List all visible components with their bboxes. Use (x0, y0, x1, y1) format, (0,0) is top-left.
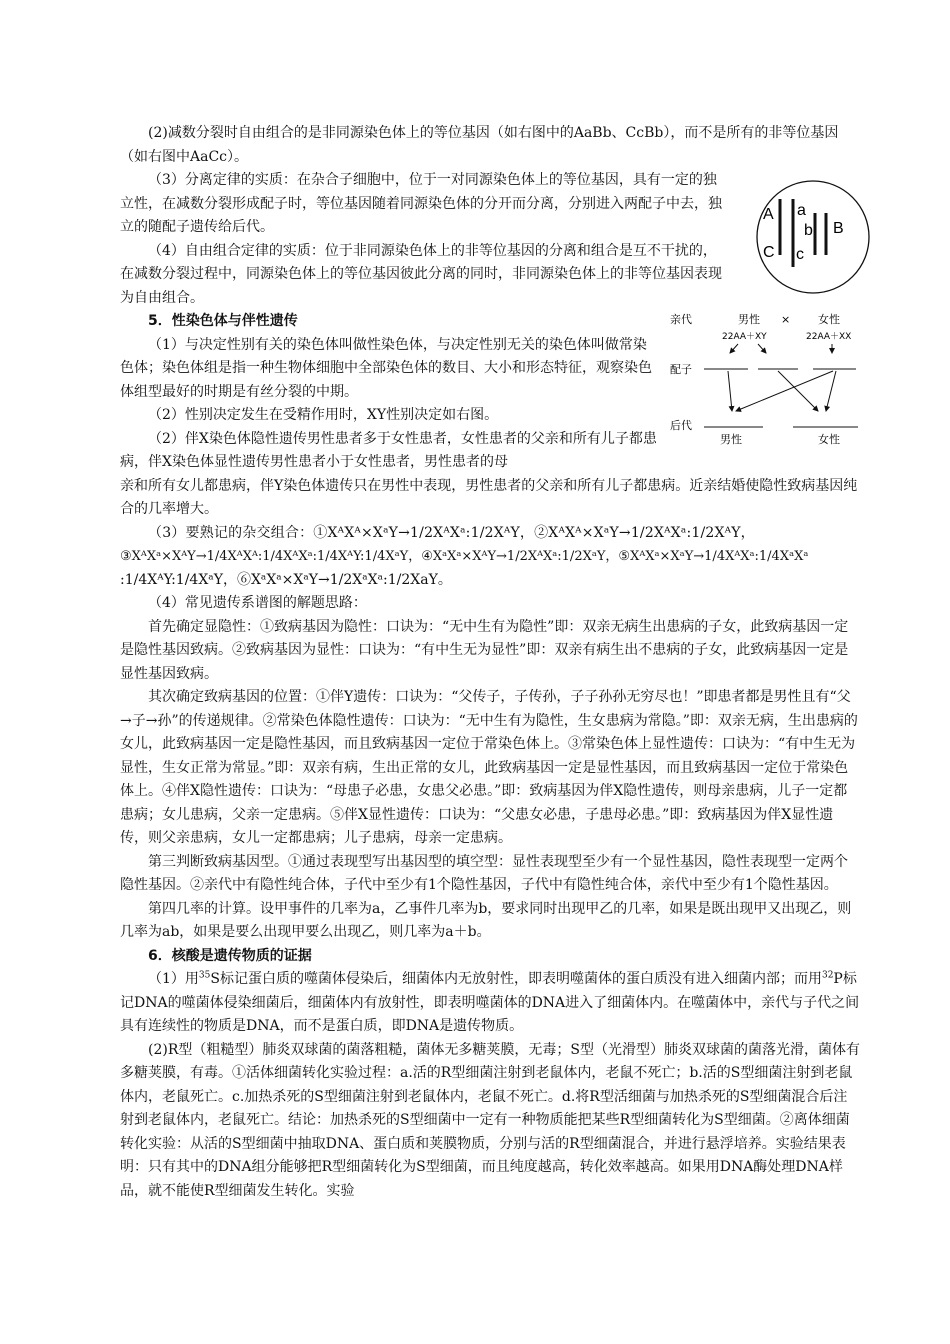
paragraph-dominance: 首先确定显隐性：①致病基因为隐性：口诀为：“无中生有为隐性”即：双亲无病生出患病的子女，此致病基因一定是隐性基因致病。②致病基因为显性：口诀为：“有中生无为显性”即：双亲有病生出不患病的子女，此致病基因一定是显性基因致病。 (120, 618, 849, 682)
gene-label-A: A (763, 206, 774, 223)
section-heading-6: 6．核酸是遗传物质的证据 (148, 947, 312, 964)
male-genotype: 22AA＋XY (722, 332, 767, 342)
male-parent-label: 男性 (738, 313, 760, 326)
offspring-male-label: 男性 (720, 433, 742, 446)
section-heading-5: 5．性染色体与伴性遗传 (148, 313, 298, 329)
gene-label-c: c (796, 246, 804, 263)
paragraph-phage-experiment: （1）用$^{35}$S标记蛋白质的噬菌体侵染后，细菌体内无放射性，即表明噬菌体的蛋白质没有进入细菌内部；而用$^{32}$P标记DNA的噬菌体侵染细菌后，细菌体内有放射性，即表明噬菌体的DNA进入了细菌体内。在噬菌体中，亲代与子代之间具有连续性的物质是DNA，而不是蛋白质，即DNA是遗传物质。 (120, 970, 860, 1034)
paragraph-genotype: 第三判断致病基因型。①通过表现型写出基因型的填空型：显性表现型至少有一个显性基因，隐性表现型一定两个隐性基因。②亲代中有隐性纯合体，子代中至少有1个隐性基因，子代中有隐性纯合体，亲代中至少有1个隐性基因。 (120, 853, 848, 893)
offspring-generation-label: 后代 (670, 419, 692, 432)
gene-label-a: a (797, 202, 806, 219)
gene-label-C: C (763, 244, 775, 261)
paragraph-x-linked-b: 亲和所有女儿都患病，伴Y染色体遗传只在男性中表现，男性患者的父亲和所有儿子都患病。近亲结婚使隐性致病基因纯合的几率增大。 (120, 477, 858, 517)
female-parent-label: 女性 (818, 313, 840, 326)
paragraph-sex-determination: （2）性别决定发生在受精作用时，XY性别决定如右图。 (148, 407, 499, 423)
paragraph-sex-chromosomes: （1）与决定性别有关的染色体叫做性染色体，与决定性别无关的染色体叫做常染色体；染色体组是指一种生物体细胞中全部染色体的数目、大小和形态特征，观察染色体组型最好的时期是有丝分裂的中期。 (120, 336, 652, 400)
paragraph-probability: 第四几率的计算。设甲事件的几率为a，乙事件几率为b，要求同时出现甲乙的几率，如果是既出现甲又出现乙，则几率为ab，如果是要么出现甲要么出现乙，则几率为a＋b。 (120, 900, 852, 940)
paragraph-transformation-experiment: (2)R型（粗糙型）肺炎双球菌的菌落粗糙，菌体无多糖荚膜，无毒；S型（光滑型）肺炎双球菌的菌落光滑，菌体有多糖荚膜，有毒。①活体细菌转化实验过程：a.活的R型细菌注射到老鼠体内，老鼠不死亡；b.活的S型细菌注射到老鼠体内，老鼠死亡。c.加热杀死的S型细菌注射到老鼠体内，老鼠不死亡。d.将R型活细菌与加热杀死的S型细菌混合后注射到老鼠体内，老鼠死亡。结论：加热杀死的S型细菌中一定有一种物质能把某些R型细菌转化为S型细菌。②离体细菌转化实验：从活的S型细菌中抽取DNA、蛋白质和荚膜物质，分别与活的R型细菌混合，并进行悬浮培养。实验结果表明：只有其中的DNA组分能够把R型细菌转化为S型细菌，而且纯度越高，转化效率越高。如果用DNA酶处理DNA样品，就不能使R型细菌发生转化。实验 (120, 1041, 860, 1199)
offspring-female-label: 女性 (818, 433, 840, 446)
cross-combinations-line1: （3）要熟记的杂交组合：①XᴬXᴬ×XᵃY→1/2XᴬXᵃ:1/2XᴬY，②XᴬXᴬ×XᵃY→1/2XᴬXᵃ:1/2XᴬY， (148, 524, 755, 541)
cross-symbol: × (781, 313, 791, 326)
parent-generation-label: 亲代 (670, 313, 692, 326)
gene-label-b: b (804, 222, 813, 239)
sex-determination-figure (668, 307, 868, 452)
female-genotype: 22AA＋XX (806, 332, 852, 342)
paragraph-x-linked-a: （2）伴X染色体隐性遗传男性患者多于女性患者，女性患者的父亲和所有儿子都患病，伴X染色体显性遗传男性患者小于女性患者，男性患者的母 (120, 430, 657, 470)
gene-label-B: B (833, 220, 844, 237)
paragraph-free-combination-note: (2)减数分裂时自由组合的是非同源染色体上的等位基因（如右图中的AaBb、CcBb），而不是所有的非等位基因（如右图中AaCc）。 (120, 125, 839, 165)
paragraph-independent-assortment: （4）自由组合定律的实质：位于非同源染色体上的非等位基因的分离和组合是互不干扰的，在减数分裂过程中，同源染色体上的等位基因彼此分离的同时，非同源染色体上的非等位基因表现为自由组合。 (120, 242, 722, 306)
paragraph-gene-location: 其次确定致病基因的位置：①伴Y遗传：口诀为：“父传子，子传孙，子子孙孙无穷尽也！”即患者都是男性且有“父→子→孙”的传递规律。②常染色体隐性遗传：口诀为：“无中生有为隐性，生女患病为常隐。”即：双亲无病，生出患病的女儿，此致病基因一定是隐性基因，而且致病基因一定位于常染色体上。③常染色体上显性遗传：口诀为：“有中生无为显性，生女正常为常显。”即：双亲有病，生出正常的女儿，此致病基因一定是显性基因，而且致病基因一定位于常染色体上。④伴X隐性遗传：口诀为：“母患子必患，女患父必患。”即：致病基因为伴X隐性遗传，则母亲患病，儿子一定都患病；女儿患病，父亲一定患病。⑤伴X显性遗传：口诀为：“父患女必患，子患母必患。”即：致病基因为伴X显性遗传，则父亲患病，女儿一定都患病；儿子患病，母亲一定患病。 (120, 689, 858, 846)
document-body (120, 122, 860, 1203)
cross-combinations-line2: ③XᴬXᵃ×XᴬY→1/4XᴬXᴬ:1/4XᴬXᵃ:1/4XᴬY:1/4XᵃY，④XᵃXᵃ×XᴬY→1/2XᴬXᵃ:1/2XᵃY，⑤XᴬXᵃ×XᵃY→1/4XᴬXᵃ:1/4XᵃXᵃ (120, 549, 809, 564)
paragraph-pedigree-approach: （4）常见遗传系谱图的解题思路： (148, 595, 367, 611)
cell-chromosome-figure (753, 177, 873, 297)
paragraph-segregation-law: （3）分离定律的实质：在杂合子细胞中，位于一对同源染色体上的等位基因，具有一定的独立性，在减数分裂形成配子时，等位基因随着同源染色体的分开而分离，分别进入两配子中去，独立的随配子遗传给后代。 (120, 172, 722, 235)
cross-combinations-line3: :1/4XᴬY:1/4XᵃY，⑥XᵃXᵃ×XᵃY→1/2XᵃXᵃ:1/2XaY。 (120, 571, 452, 588)
gamete-label: 配子 (670, 363, 692, 376)
